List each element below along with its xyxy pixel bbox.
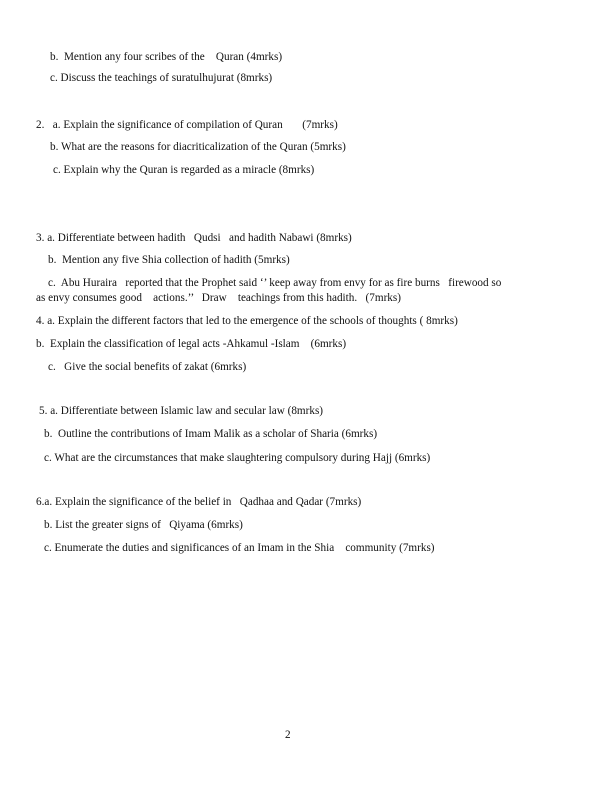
question-3c-line2: as envy consumes good actions.’’ Draw teachings from this hadith. (7mrks) bbox=[36, 292, 401, 304]
question-6b: b. List the greater signs of Qiyama (6mrks) bbox=[44, 519, 243, 531]
question-1c: c. Discuss the teachings of suratulhujurat (8mrks) bbox=[50, 72, 273, 84]
question-2c: c. Explain why the Quran is regarded as a miracle (8mrks) bbox=[53, 164, 315, 176]
page-number: 2 bbox=[285, 729, 291, 741]
question-6a: 6.a. Explain the significance of the belief in Qadhaa and Qadar (7mrks) bbox=[36, 496, 362, 508]
question-5a: 5. a. Differentiate between Islamic law and secular law (8mrks) bbox=[39, 405, 324, 417]
question-3b: b. Mention any five Shia collection of hadith (5mrks) bbox=[48, 254, 290, 266]
question-3a: 3. a. Differentiate between hadith Qudsi and hadith Nabawi (8mrks) bbox=[36, 232, 352, 244]
question-4b: b. Explain the classification of legal acts -Ahkamul -Islam (6mrks) bbox=[36, 338, 347, 350]
question-4c: c. Give the social benefits of zakat (6mrks) bbox=[48, 361, 247, 373]
question-5b: b. Outline the contributions of Imam Malik as a scholar of Sharia (6mrks) bbox=[44, 428, 378, 440]
question-3c-line1: c. Abu Huraira reported that the Prophet said ‘’ keep away from envy for as fire burns firewood so bbox=[48, 277, 502, 289]
question-2a: 2. a. Explain the significance of compilation of Quran (7mrks) bbox=[36, 119, 338, 131]
question-6c: c. Enumerate the duties and significances of an Imam in the Shia community (7mrks) bbox=[44, 542, 435, 554]
question-2b: b. What are the reasons for diacriticalization of the Quran (5mrks) bbox=[50, 141, 346, 153]
question-1b: b. Mention any four scribes of the Quran (4mrks) bbox=[50, 51, 283, 63]
question-4a: 4. a. Explain the different factors that led to the emergence of the schools of thoughts ( 8mrks) bbox=[36, 315, 458, 327]
question-5c: c. What are the circumstances that make slaughtering compulsory during Hajj (6mrks) bbox=[44, 452, 431, 464]
